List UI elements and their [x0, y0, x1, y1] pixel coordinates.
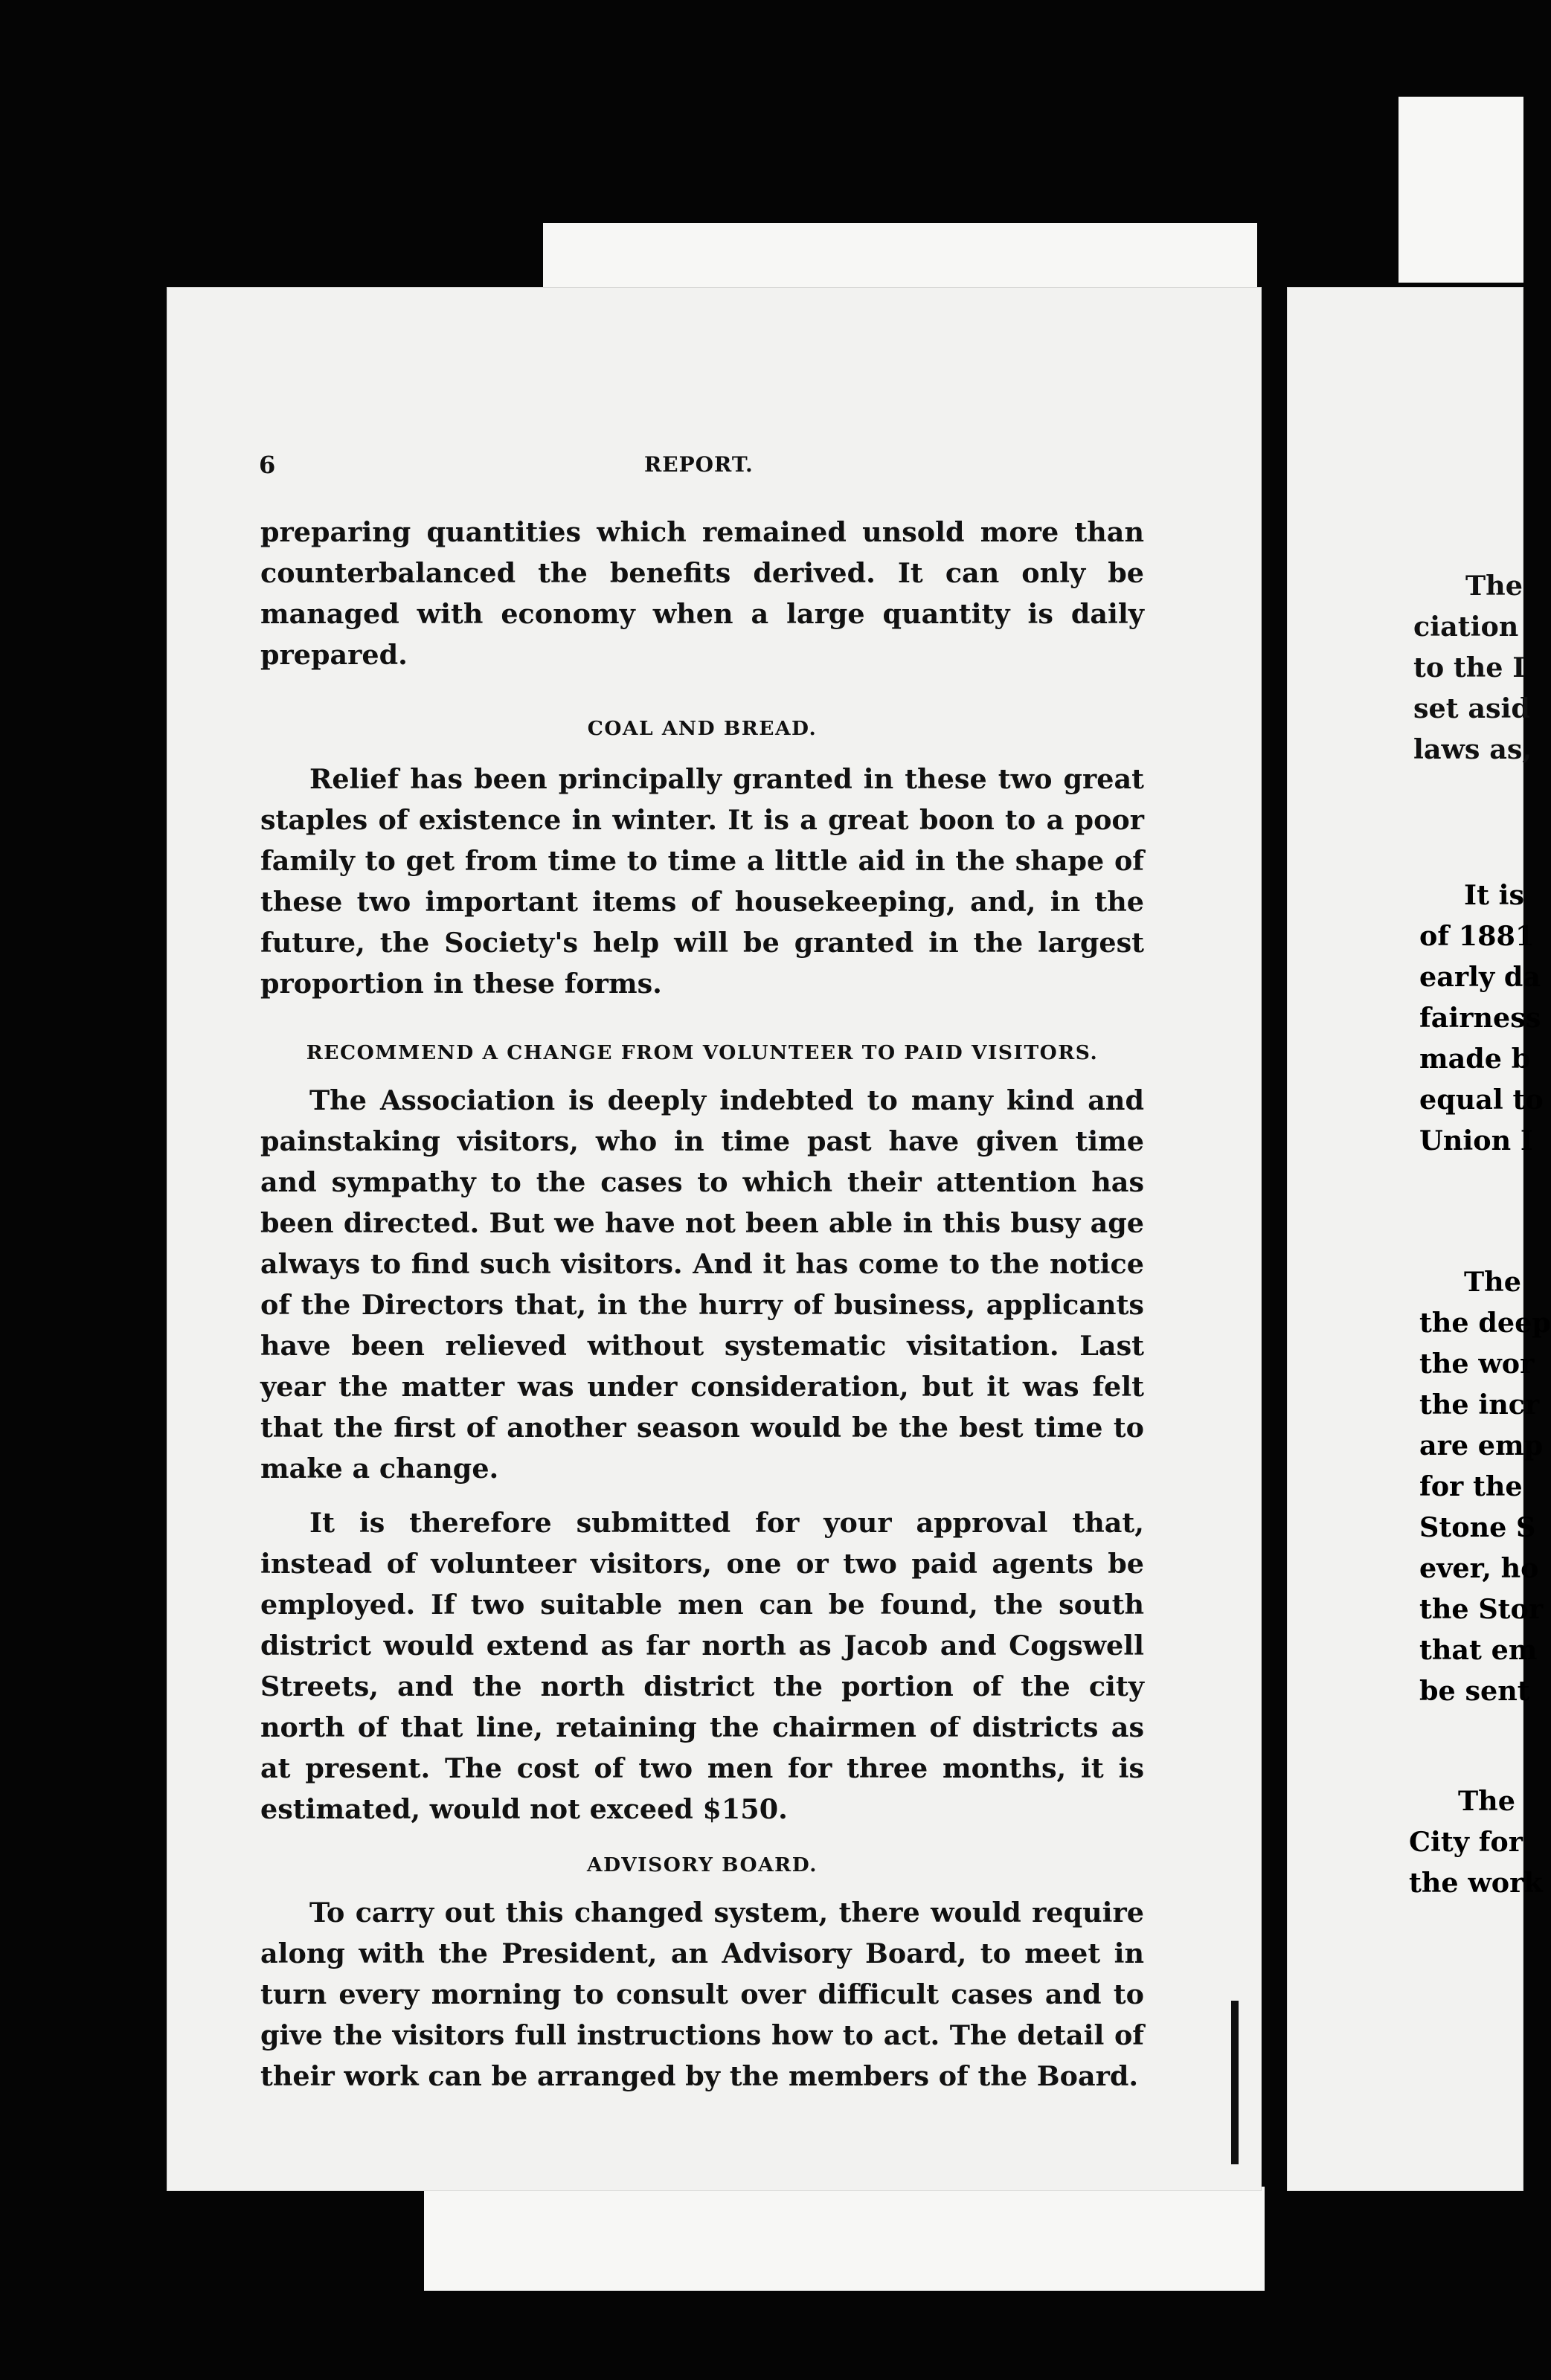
facing-line: equal to [1419, 1084, 1544, 1116]
facing-line: early da [1419, 961, 1541, 993]
facing-line: that em [1419, 1634, 1538, 1666]
facing-line: the incr [1419, 1389, 1540, 1421]
facing-page-block-3 [1419, 1261, 1551, 1711]
facing-page-block-1 [1413, 565, 1532, 770]
page-body [260, 512, 1144, 2097]
facing-line: The [1465, 570, 1523, 602]
facing-line: Stone S [1419, 1511, 1536, 1543]
facing-line: made b [1419, 1043, 1531, 1075]
facing-line: for the [1419, 1470, 1523, 1502]
facing-line: set asid [1413, 692, 1530, 724]
section-heading-advisory-board: ADVISORY BOARD. [587, 1853, 818, 1876]
page-number: 6 [259, 451, 276, 479]
paragraph-continued: preparing quantities which remained unsold more than counterbalanced the benefits derived. It can only be managed with economy when a large quantity is daily prepared. [260, 516, 1144, 671]
facing-line: the Stor [1419, 1593, 1544, 1625]
facing-line: It is [1464, 879, 1525, 911]
facing-line: ciation [1413, 611, 1519, 643]
paper-slip-top-right [1399, 97, 1523, 283]
facing-line: the work [1409, 1867, 1543, 1899]
paper-slip-top [543, 223, 1257, 290]
facing-line: Union I [1419, 1125, 1533, 1157]
facing-page-block-4 [1409, 1781, 1543, 1903]
facing-line: fairness [1419, 1002, 1541, 1034]
facing-line: The [1464, 1266, 1521, 1298]
facing-line: the deep [1419, 1307, 1551, 1339]
paper-slip-bottom [424, 2187, 1265, 2291]
facing-line: to the I [1413, 652, 1526, 684]
paragraph-association: The Association is deeply indebted to many kind and painstaking visitors, who in time past have given time and sympathy to the cases to which their attention has been directed. But we have not been able in this busy age always to find such visitors. And it has come to the notice of the Directors that, in the hurry of business, applicants have been relieved without systematic visitation. Last year the matter was under consideration, but it was felt that the first of another season would be the best time to make a change. [260, 1084, 1144, 1485]
paragraph-submitted: It is therefore submitted for your approval that, instead of volunteer visitors, one or two paid agents be employed. If two suitable men can be found, the south district would extend as far north as Jacob and Cogswell Streets, and the north district the portion of the city north of that line, retaining the chairmen of districts as at present. The cost of two men for three months, it is estimated, would not exceed $150. [260, 1507, 1144, 1825]
facing-line: The [1458, 1785, 1515, 1817]
paragraph-coal-and-bread: Relief has been principally granted in these two great staples of existence in winter. It is a great boon to a poor family to get from time to time a little aid in the shape of these two important items of housekeeping, and, in the future, the Society's help will be granted in the largest proportion in these forms. [260, 763, 1144, 1000]
facing-line: of 1881 [1419, 920, 1535, 952]
facing-line: City for [1409, 1826, 1523, 1858]
section-heading-recommend-change: RECOMMEND A CHANGE FROM VOLUNTEER TO PAID VISITORS. [306, 1041, 1099, 1064]
facing-page-block-2 [1419, 875, 1544, 1161]
facing-line: are emp [1419, 1429, 1544, 1461]
facing-line: the wor [1419, 1348, 1535, 1380]
facing-line: laws as, [1413, 733, 1532, 765]
running-head: REPORT. [644, 452, 754, 477]
facing-line: ever, ho [1419, 1552, 1539, 1584]
paragraph-advisory-board: To carry out this changed system, there would require along with the President, an Advisory Board, to meet in turn every morning to consult over difficult cases and to give the visitors full instructions how to act. The detail of their work can be arranged by the members of the Board. [260, 1897, 1144, 2092]
facing-line: be sent [1419, 1675, 1530, 1707]
section-heading-coal-and-bread: COAL AND BREAD. [587, 717, 818, 740]
page-gutter-edge [1231, 2001, 1239, 2164]
